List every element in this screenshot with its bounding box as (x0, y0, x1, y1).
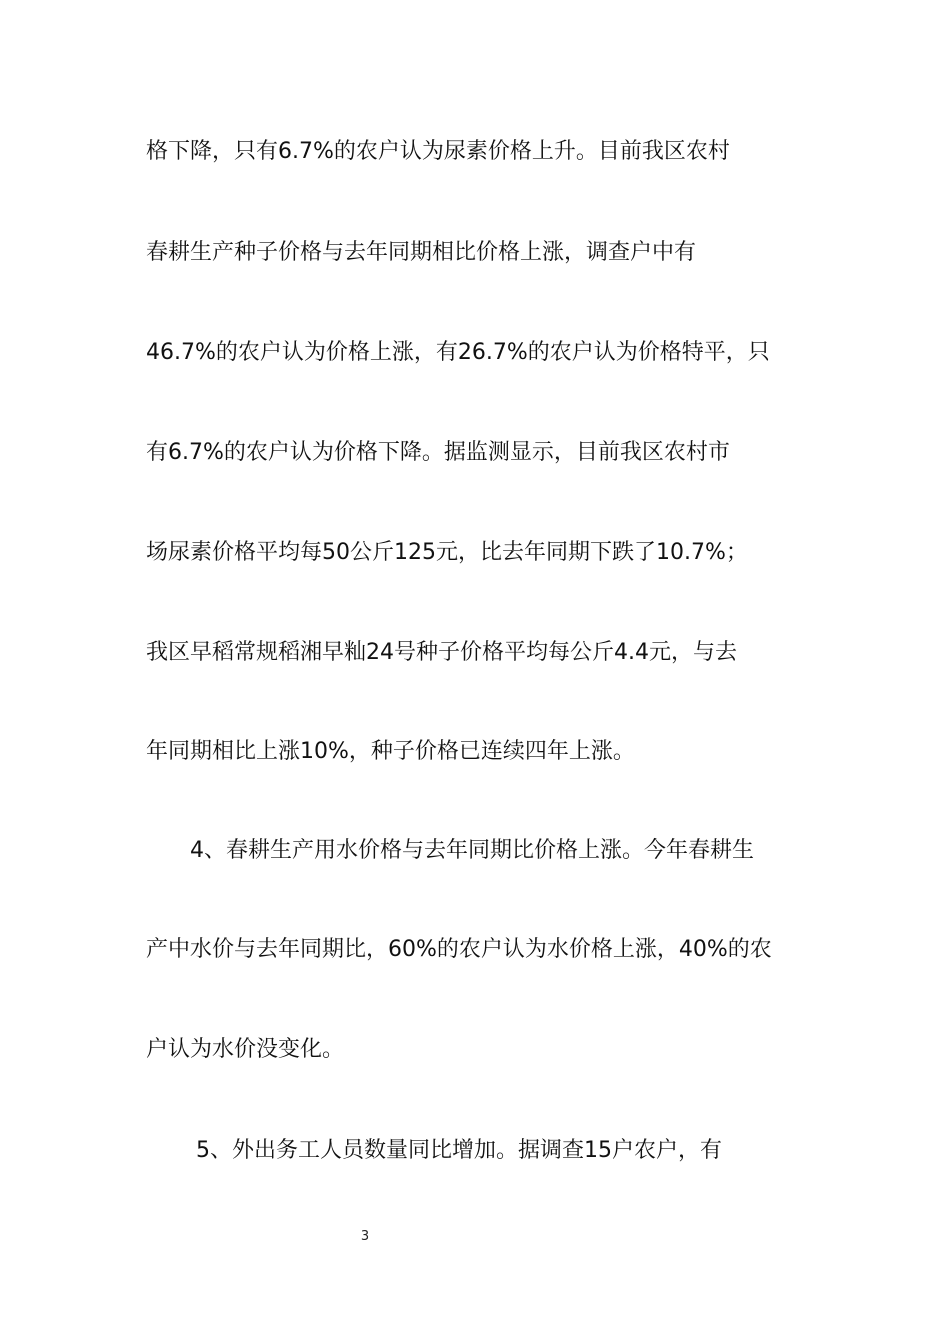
text-line: 我区早稻常规稻湘早籼24号种子价格平均每公斤4.4元，与去 (146, 640, 737, 665)
paragraph-4-first-line: 4、春耕生产用水价格与去年同期比价格上涨。今年春耕生 (190, 838, 754, 863)
text-line: 年同期相比上涨10%，种子价格已连续四年上涨。 (146, 739, 635, 764)
paragraph-5-first-line: 5、外出务工人员数量同比增加。据调查15户农户，有 (196, 1138, 722, 1163)
text-line: 户认为水价没变化。 (146, 1037, 345, 1062)
text-line: 格下降，只有6.7%的农户认为尿素价格上升。目前我区农村 (146, 139, 730, 164)
text-line: 场尿素价格平均每50公斤125元，比去年同期下跌了10.7%； (146, 540, 748, 565)
text-line: 46.7%的农户认为价格上涨，有26.7%的农户认为价格特平，只 (146, 340, 770, 365)
text-line: 春耕生产种子价格与去年同期相比价格上涨，调查户中有 (146, 240, 697, 265)
text-line: 产中水价与去年同期比，60%的农户认为水价格上涨，40%的农 (146, 937, 772, 962)
text-line: 有6.7%的农户认为价格下降。据监测显示，目前我区农村市 (146, 440, 730, 465)
page-number: 3 (360, 1229, 370, 1244)
